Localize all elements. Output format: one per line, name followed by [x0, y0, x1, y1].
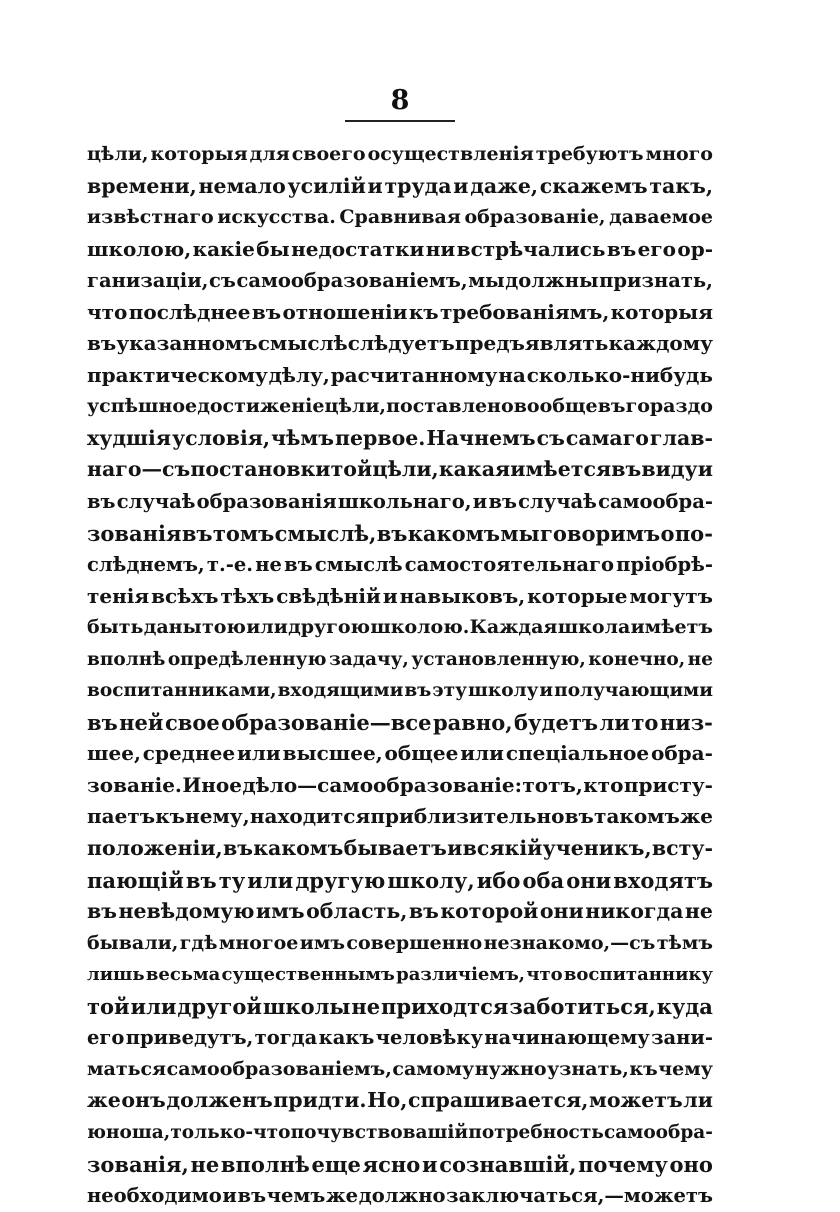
- text-line: же онъ долженъ придти. Но, спрашивается, можетъ ли: [87, 1088, 713, 1113]
- page-number: 8: [390, 85, 410, 116]
- text-line: вполнѣ опредѣленную задачу, установленную, конечно, не: [87, 648, 713, 670]
- text-line: практическому дѣлу, расчитанному на сколько-нибудь: [87, 362, 713, 387]
- body-text: [87, 139, 713, 1212]
- text-line: въ невѣдомую имъ область, въ которой они никогда не: [87, 899, 713, 924]
- text-line: зованія въ томъ смыслѣ, въ какомъ мы говоримъ о по-: [87, 520, 713, 546]
- text-line: воспитанниками, входящими въ эту школу и получающими: [87, 680, 713, 702]
- text-line: что послѣднее въ отношеніи къ требованіямъ, которыя: [87, 299, 713, 324]
- text-line: въ указанномъ смыслѣ слѣдуетъ предъявлять каждому: [87, 331, 713, 356]
- text-line: юноша, только-что почувствовашій потребность самообра-: [87, 1121, 713, 1143]
- text-line: паетъ къ нему, находится приблизительно въ такомъ же: [87, 804, 713, 829]
- text-line: въ ней свое образованіе—все равно, будетъ ли то низ-: [87, 709, 713, 735]
- text-line: зованія, не вполнѣ еще ясно и сознавшій, почему оно: [87, 1151, 713, 1177]
- text-line: шее, среднее или высшее, общее или спеціальное обра-: [87, 741, 713, 766]
- text-line: необходимо и въ чемъ же должно заключаться,—можетъ: [87, 1184, 713, 1208]
- text-line: положеніи, въ какомъ бываетъ и всякій ученикъ, всту-: [87, 836, 713, 861]
- text-line: успѣшное достиженіе цѣли, поставлено вообще въ гораздо: [87, 395, 713, 418]
- text-line: тенія всѣхъ тѣхъ свѣдѣній и навыковъ, которые могутъ: [87, 583, 713, 608]
- text-line: наго—съ постановки той цѣли, какая имѣется въ виду и: [87, 457, 713, 482]
- text-line: быть даны тою или другою школою. Каждая школа имѣетъ: [87, 616, 713, 639]
- text-line: худшія условія, чѣмъ первое. Начнемъ съ самаго глав-: [87, 425, 713, 450]
- text-line: бывали, гдѣ многое имъ совершенно незнакомо,—съ тѣмъ: [87, 931, 713, 954]
- text-line: пающій въ ту или другую школу, ибо оба они входятъ: [87, 867, 713, 893]
- text-line: извѣстнаго искусства. Сравнивая образованіе, даваемое: [87, 206, 713, 229]
- text-line: лишь весьма существеннымъ различіемъ, что воспитаннику: [87, 964, 713, 986]
- text-line: той или другой школы не приходтся заботиться, куда: [87, 993, 713, 1019]
- text-line: цѣли, которыя для своего осуществленія требуютъ много: [87, 143, 713, 165]
- header-rule: [345, 120, 455, 122]
- text-line: его приведутъ, тогда какъ человѣку начинающему зани-: [87, 1026, 713, 1050]
- text-line: ганизаціи, съ самообразованіемъ, мы должны признать,: [87, 269, 713, 293]
- text-line: зованіе. Иное дѣло—самообразованіе: тотъ, кто присту-: [87, 772, 713, 797]
- text-line: въ случаѣ образованія школьнаго, и въ случаѣ самообра-: [87, 490, 713, 514]
- text-line: школою, какіе бы недостатки ни встрѣчались въ его ор-: [87, 236, 713, 261]
- text-line: маться самообразованіемъ, самому нужно узнать, къ чему: [87, 1057, 713, 1080]
- text-line: слѣднемъ, т.-е. не въ смыслѣ самостоятельнаго пріобрѣ-: [87, 553, 713, 577]
- text-line: времени, немало усилій и труда и даже, скажемъ такъ,: [87, 173, 713, 198]
